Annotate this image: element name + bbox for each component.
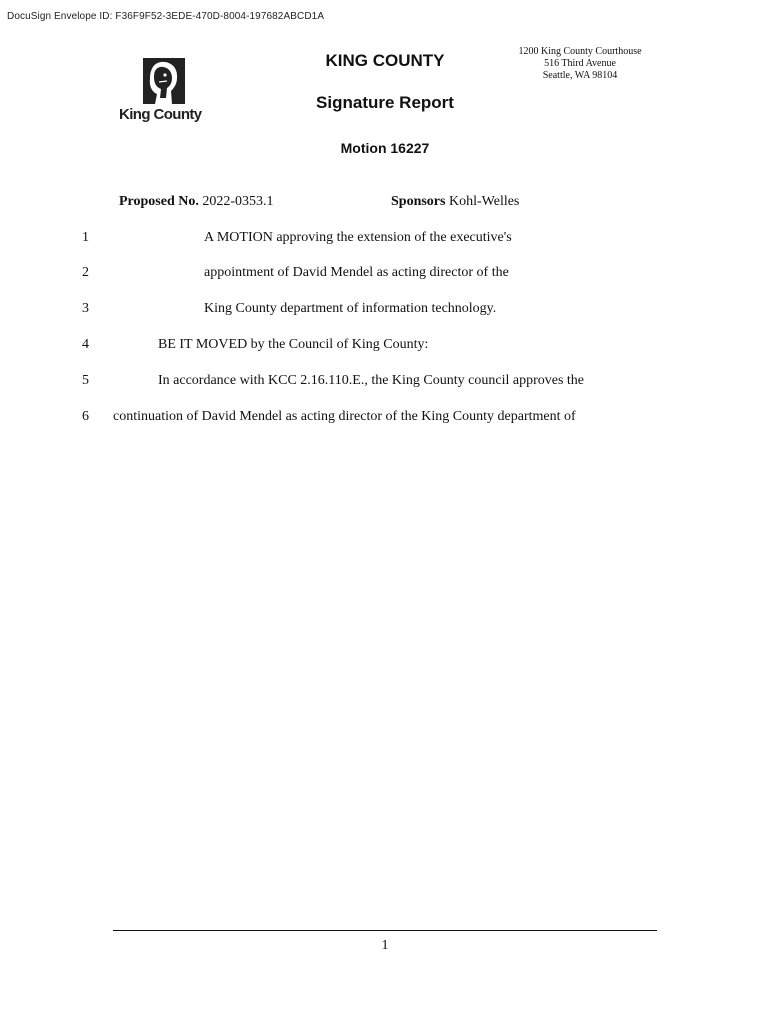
address-line: 516 Third Avenue [544, 58, 616, 69]
line-text: In accordance with KCC 2.16.110.E., the King County council approves the [158, 373, 584, 388]
line-text: A MOTION approving the extension of the executive's [204, 230, 512, 245]
address-line: Seattle, WA 98104 [542, 70, 618, 81]
address-line: 1200 King County Courthouse [518, 46, 642, 57]
line-text: appointment of David Mendel as acting director of the [204, 265, 509, 280]
sponsors [391, 194, 519, 210]
proposed-number [119, 194, 274, 210]
line-text: BE IT MOVED by the Council of King County: [158, 337, 429, 352]
address-block [505, 46, 655, 82]
line-number: 2 [82, 265, 89, 280]
docusign-envelope-id: DocuSign Envelope ID: F36F9F52-3EDE-470D-8004-197682ABCD1A [7, 11, 325, 22]
page-number: 1 [381, 938, 389, 953]
proposed-label: Proposed No. [119, 194, 199, 209]
sponsors-value: Kohl-Welles [448, 194, 520, 209]
county-title: KING COUNTY [325, 51, 445, 70]
line-number: 3 [82, 301, 89, 316]
sponsors-label: Sponsors [391, 194, 446, 209]
line-number: 1 [82, 230, 89, 245]
line-number: 4 [82, 337, 89, 352]
line-number: 6 [82, 409, 89, 424]
line-number: 5 [82, 373, 89, 388]
motion-title: Motion 16227 [340, 140, 430, 156]
footer-rule [113, 930, 657, 931]
logo-text: King County [119, 106, 202, 123]
king-county-logo-icon [141, 58, 187, 106]
king-county-logo [116, 58, 216, 128]
proposed-value: 2022-0353.1 [202, 194, 274, 209]
line-text: King County department of information technology. [204, 301, 497, 316]
report-title: Signature Report [316, 93, 454, 112]
line-text: continuation of David Mendel as acting director of the King County department of [113, 409, 576, 424]
